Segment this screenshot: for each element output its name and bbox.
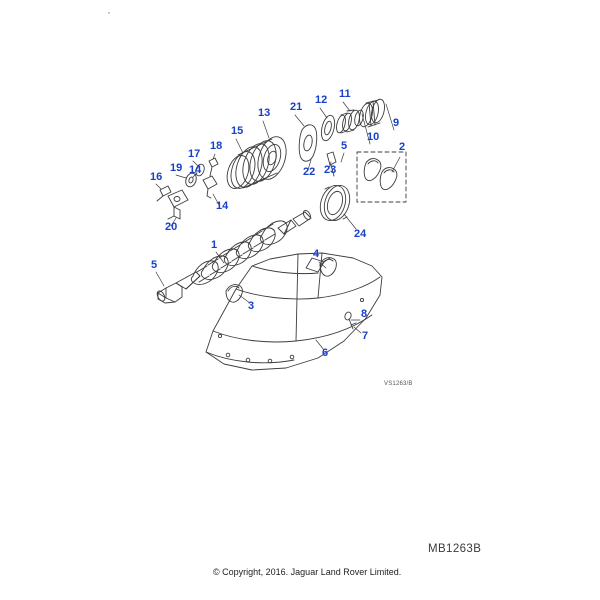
copyright-notice: © Copyright, 2016. Jaguar Land Rover Limited. [213, 567, 402, 577]
washer-plate-21 [299, 125, 317, 161]
callout-6: 6 [322, 347, 329, 359]
callout-2: 2 [399, 141, 406, 153]
callout-15: 15 [231, 125, 244, 137]
callout-14-upper: 14 [189, 164, 202, 176]
bearing-shell-4 [320, 258, 336, 277]
registration-mark-top-left [108, 12, 110, 14]
drawing-reference: VS1263/B [384, 381, 413, 387]
callout-21: 21 [290, 101, 303, 113]
callout-9: 9 [393, 117, 400, 129]
bolt-head-9 [357, 98, 386, 128]
callout-24: 24 [354, 228, 367, 240]
callout-11: 11 [339, 88, 351, 100]
callout-16: 16 [150, 171, 163, 183]
pulley-damper-13 [223, 133, 291, 191]
callout-4: 4 [313, 248, 320, 260]
callout-5-right: 5 [341, 140, 348, 152]
callout-3: 3 [248, 300, 255, 312]
bearing-shell-3 [226, 285, 242, 303]
callout-1: 1 [211, 239, 218, 251]
callout-22: 22 [303, 166, 316, 178]
callout-20: 20 [165, 221, 178, 233]
spacer-ring-12 [319, 114, 337, 142]
callout-8: 8 [361, 308, 368, 320]
callout-14-lower: 14 [216, 200, 229, 212]
callout-17: 17 [188, 148, 201, 160]
callout-12: 12 [315, 94, 328, 106]
diagram-code: MB1263B [428, 543, 482, 555]
rear-oil-seal-24 [316, 182, 354, 224]
callout-13: 13 [258, 107, 271, 119]
small-fittings-cluster [157, 158, 218, 219]
sump-baffle-6 [206, 253, 382, 370]
callout-19: 19 [170, 162, 183, 174]
callout-18: 18 [210, 140, 223, 152]
callout-5-left: 5 [151, 259, 158, 271]
callout-7: 7 [362, 330, 369, 342]
callout-10: 10 [367, 131, 380, 143]
callout-23: 23 [324, 164, 337, 176]
